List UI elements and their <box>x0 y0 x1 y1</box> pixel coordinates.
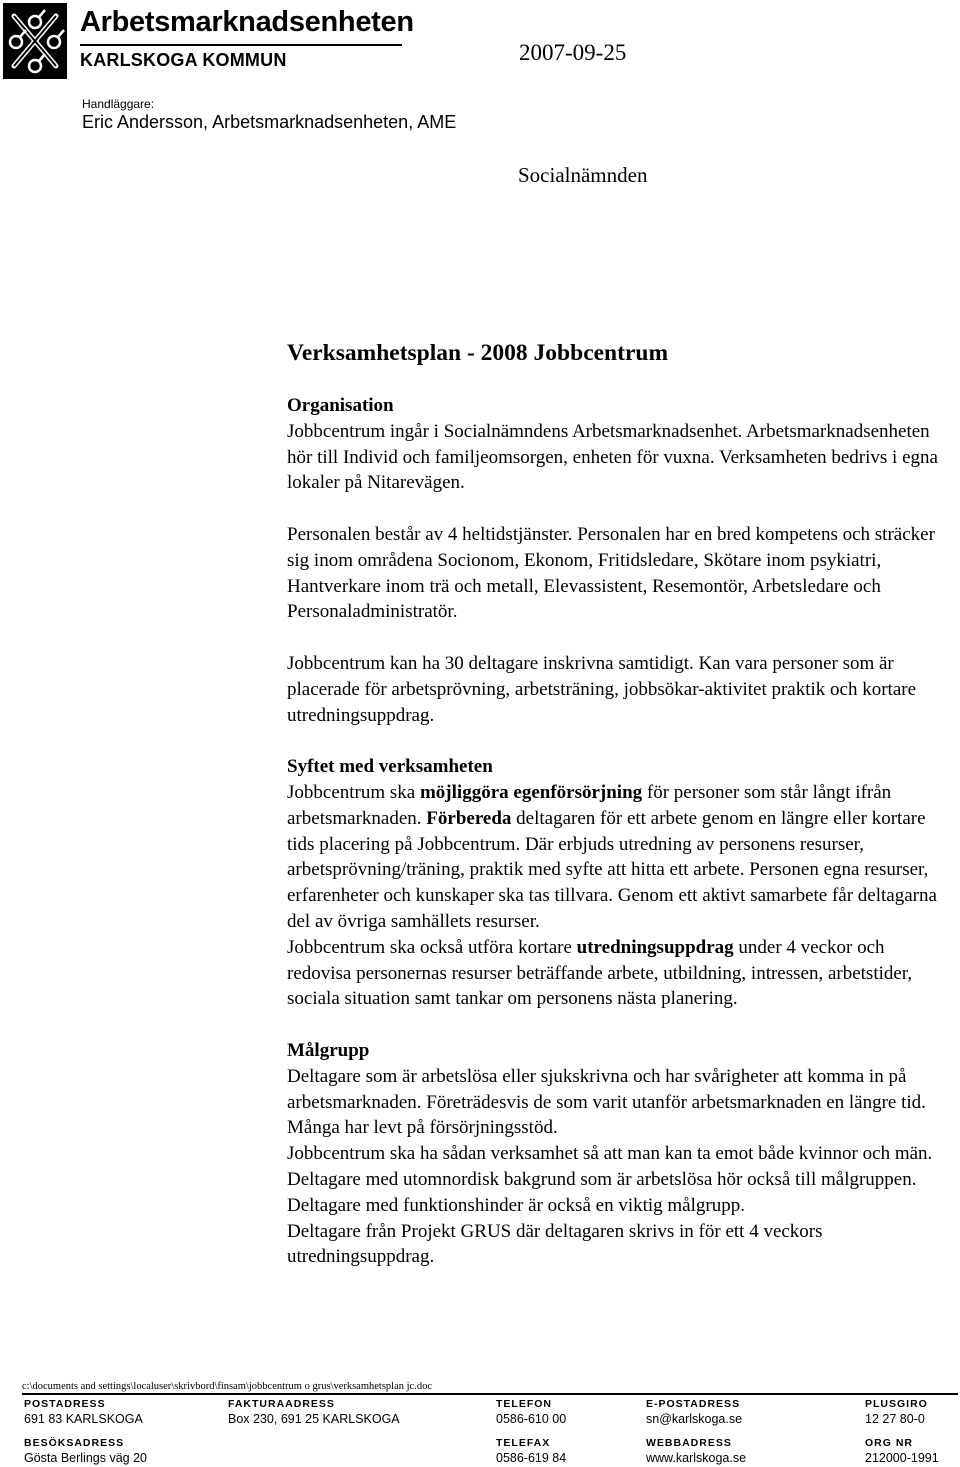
document-date: 2007-09-25 <box>519 40 627 65</box>
besoksadress-label: BESÖKSADRESS <box>24 1437 125 1449</box>
telefax-label: TELEFAX <box>496 1437 551 1449</box>
syfte-emphasis: utredningsuppdrag <box>576 936 734 958</box>
file-path: c:\documents and settings\localuser\skrivbord\finsam\jobbcentrum o grus\verksamhetsplan jc.doc <box>22 1381 432 1392</box>
section-heading-organisation: Organisation <box>287 395 394 416</box>
logo-divider <box>80 44 402 46</box>
syfte-paragraph-2 <box>287 935 947 1012</box>
syfte-text: Jobbcentrum ska <box>287 781 420 803</box>
org-name-logo-text: Arbetsmarknadsenheten <box>80 6 414 38</box>
organisation-paragraph-3: Jobbcentrum kan ha 30 deltagare inskrivna samtidigt. Kan vara personer som är placerade för arbetsprövning, arbetsträning, jobbsökar-aktivitet praktik och kortare utredningsuppdrag. <box>287 652 917 726</box>
orgnr-value: 212000-1991 <box>865 1451 939 1465</box>
malgrupp-paragraph-3: Deltagare med utomnordisk bakgrund som är arbetslösa hör också till målgruppen. <box>287 1168 917 1190</box>
telefax-value: 0586-619 84 <box>496 1451 567 1465</box>
karlskoga-coat-of-arms-logo <box>2 2 68 80</box>
postadress-label: POSTADRESS <box>24 1398 106 1410</box>
syfte-text: under 4 veckor och redovisa personernas resurser beträffande arbete, utbildning, intressen, arbetstider, sociala situation samt tankar om personens nästa planering. <box>287 936 913 1010</box>
plusgiro-label: PLUSGIRO <box>865 1398 928 1410</box>
epost-value: sn@karlskoga.se <box>646 1412 743 1426</box>
municipality-logo-text: KARLSKOGA KOMMUN <box>80 50 287 70</box>
footer-divider <box>22 1393 958 1395</box>
syfte-text: för personer som står långt ifrån arbetsmarknaden. <box>287 781 892 829</box>
organisation-paragraph-2: Personalen består av 4 heltidstjänster. Personalen har en bred kompetens och sträcker sig inom områdena Socionom, Ekonom, Fritidsledare, Skötare inom psykiatri, Hantverkare inom trä och metall, Elevassistent, Resemontör, Arbetsledare och Personaladministratör. <box>287 523 935 623</box>
syfte-emphasis: Förbereda <box>426 807 512 829</box>
fakturaadress-label: FAKTURAADRESS <box>228 1398 335 1410</box>
besoksadress-value: Gösta Berlings väg 20 <box>24 1451 147 1465</box>
malgrupp-paragraph-1: Deltagare som är arbetslösa eller sjukskrivna och har svårigheter att komma in på arbetsmarknaden. Företrädesvis de som varit utanför arbetsmarknaden en längre tid. Många har levt på försörjningsstöd. <box>287 1065 926 1139</box>
webb-label: WEBBADRESS <box>646 1437 732 1449</box>
syfte-emphasis: möjliggöra egenförsörjning <box>419 781 643 803</box>
document-body <box>287 338 947 1270</box>
syfte-text: Jobbcentrum ska också utföra kortare <box>287 936 577 958</box>
syfte-paragraph-1 <box>287 780 947 935</box>
recipient: Socialnämnden <box>518 163 648 187</box>
handler-label: Handläggare: <box>82 97 155 111</box>
telefon-label: TELEFON <box>496 1398 552 1410</box>
malgrupp-paragraph-5: Deltagare från Projekt GRUS där deltagaren skrivs in för ett 4 veckors utredningsuppdrag. <box>287 1220 823 1268</box>
malgrupp-paragraph-4: Deltagare med funktionshinder är också en viktig målgrupp. <box>287 1194 745 1216</box>
fakturaadress-value: Box 230, 691 25 KARLSKOGA <box>228 1412 400 1426</box>
telefon-value: 0586-610 00 <box>496 1412 567 1426</box>
handler-name: Eric Andersson, Arbetsmarknadsenheten, AME <box>82 112 457 132</box>
organisation-paragraph-1: Jobbcentrum ingår i Socialnämndens Arbetsmarknadsenhet. Arbetsmarknadsenheten hör till Individ och familjeomsorgen, enheten för vuxna. Verksamheten bedrivs i egna lokaler på Nitarevägen. <box>287 420 938 494</box>
plusgiro-value: 12 27 80-0 <box>865 1412 925 1426</box>
document-title: Verksamhetsplan - 2008 Jobbcentrum <box>287 340 669 366</box>
postadress-value: 691 83 KARLSKOGA <box>24 1412 143 1426</box>
syfte-text: deltagaren för ett arbete genom en längre eller kortare tids placering på Jobbcentrum. Där erbjuds utredning av personens resurser, arbetsprövning/träning, praktik med syfte att hitta ett arbete. Personen egna resurser, erfarenheter och kunskaper ska tas tillvara. Genom ett aktivt samarbete får deltagarna del av övriga samhällets resurser. <box>287 807 937 932</box>
orgnr-label: ORG NR <box>865 1437 913 1449</box>
section-heading-syfte: Syftet med verksamheten <box>287 756 493 778</box>
section-heading-malgrupp: Målgrupp <box>287 1039 370 1061</box>
malgrupp-paragraph-2: Jobbcentrum ska ha sådan verksamhet så att man kan ta emot både kvinnor och män. <box>287 1143 933 1165</box>
webb-value: www.karlskoga.se <box>646 1451 747 1465</box>
epost-label: E-POSTADRESS <box>646 1398 741 1410</box>
